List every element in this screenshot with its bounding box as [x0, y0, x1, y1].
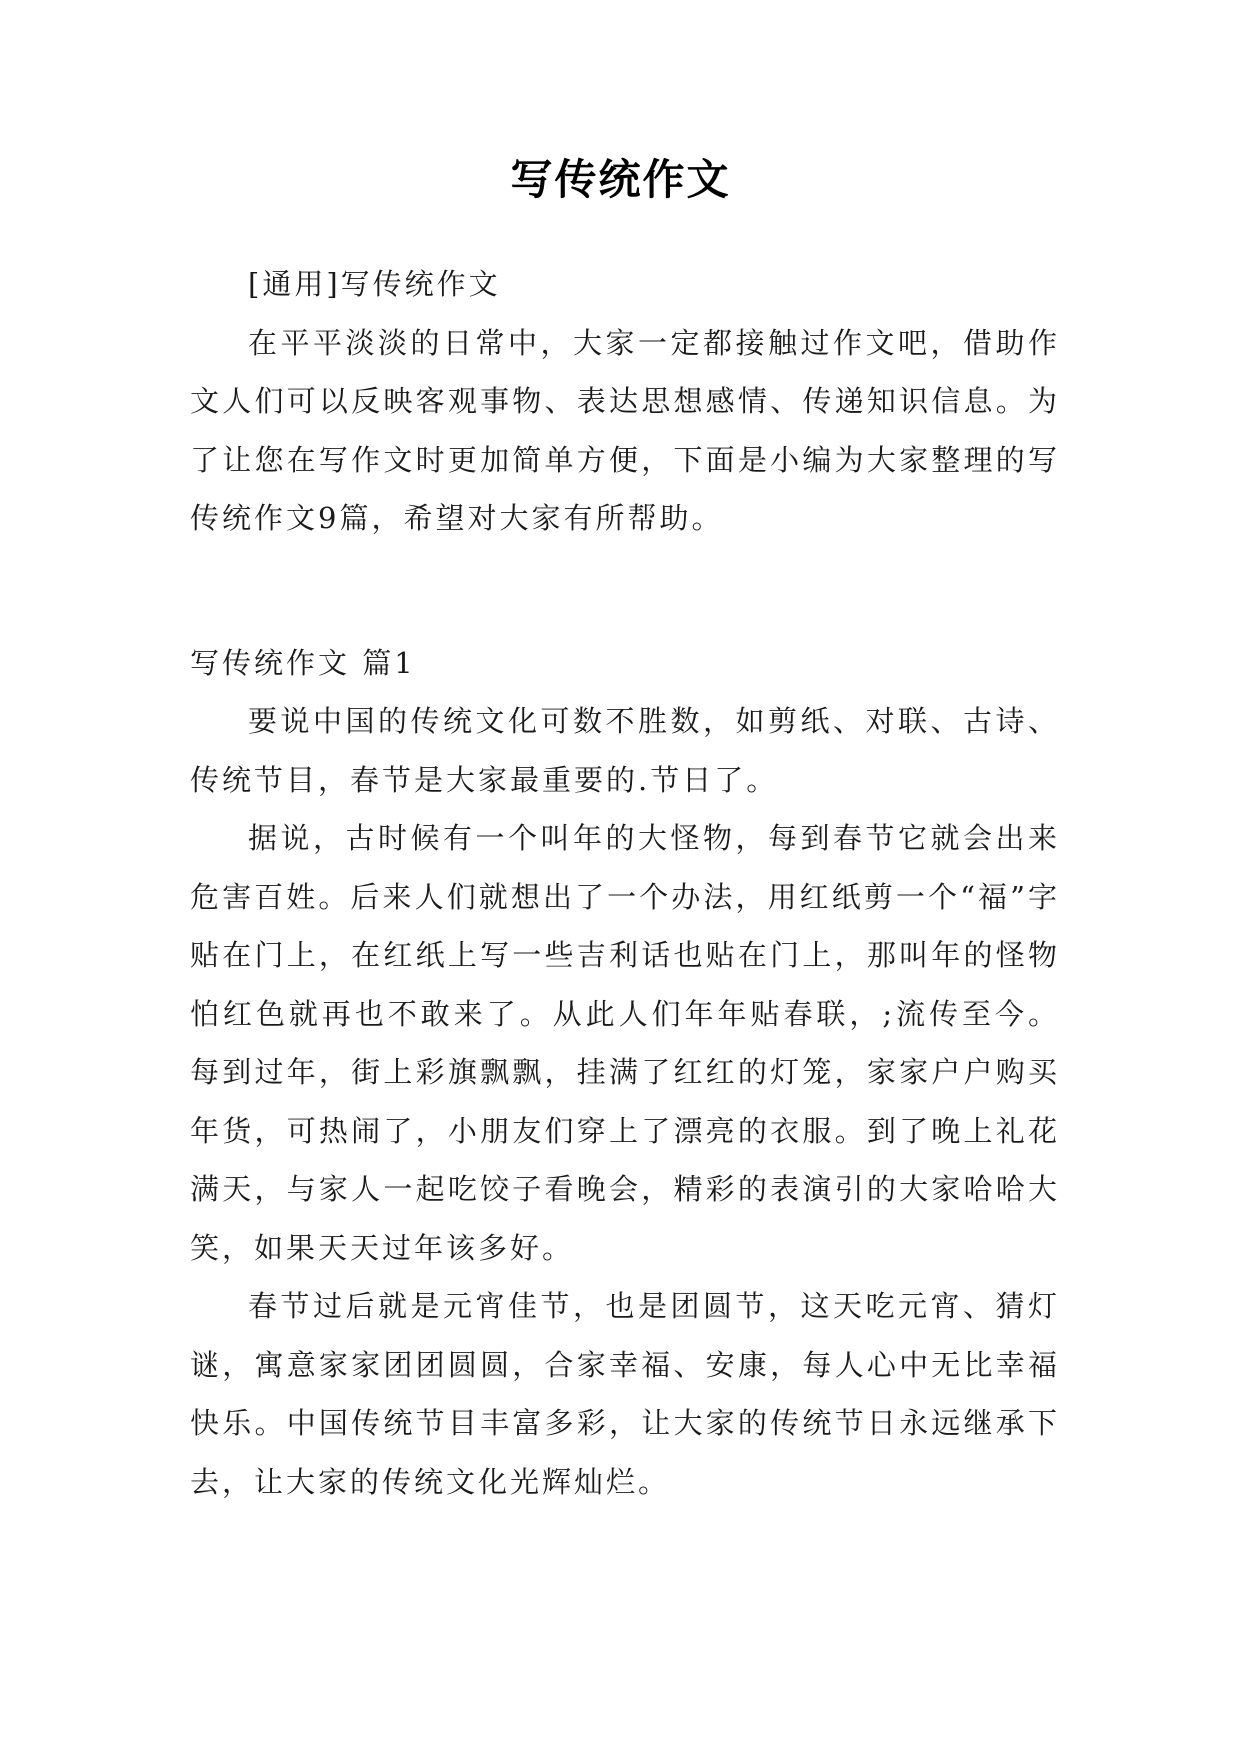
section-body — [190, 692, 1060, 1511]
document-title: 写传统作文 — [510, 155, 731, 204]
tag-line: [通用]写传统作文 — [248, 267, 501, 301]
intro-paragraph: 在平平淡淡的日常中，大家一定都接触过作文吧，借助作文人们可以反映客观事物、表达思想感情、传递知识信息。为了让您在写作文时更加简单方便，下面是小编为大家整理的写传统作文9篇，希望对大家有所帮助。 — [190, 325, 1060, 535]
section-paragraph-2: 据说，古时候有一个叫年的大怪物，每到春节它就会出来危害百姓。后来人们就想出了一个办法，用红纸剪一个“福”字贴在门上，在红纸上写一些吉利话也贴在门上，那叫年的怪物怕红色就再也不敢来了。从此人们年年贴春联，;流传至今。每到过年，街上彩旗飘飘，挂满了红红的灯笼，家家户户购买年货，可热闹了，小朋友们穿上了漂亮的衣服。到了晚上礼花满天，与家人一起吃饺子看晚会，精彩的表演引的大家哈哈大笑，如果天天过年该多好。 — [190, 821, 1060, 1265]
section-paragraph-1: 要说中国的传统文化可数不胜数，如剪纸、对联、古诗、传统节目，春节是大家最重要的.节日了。 — [190, 704, 1060, 797]
section-heading: 写传统作文 篇1 — [190, 646, 416, 680]
intro-block — [190, 255, 1060, 548]
section-paragraph-3: 春节过后就是元宵佳节，也是团圆节，这天吃元宵、猜灯谜，寓意家家团团圆圆，合家幸福、安康，每人心中无比幸福快乐。中国传统节目丰富多彩，让大家的传统节日永远继承下去，让大家的传统文化光辉灿烂。 — [190, 1289, 1060, 1499]
